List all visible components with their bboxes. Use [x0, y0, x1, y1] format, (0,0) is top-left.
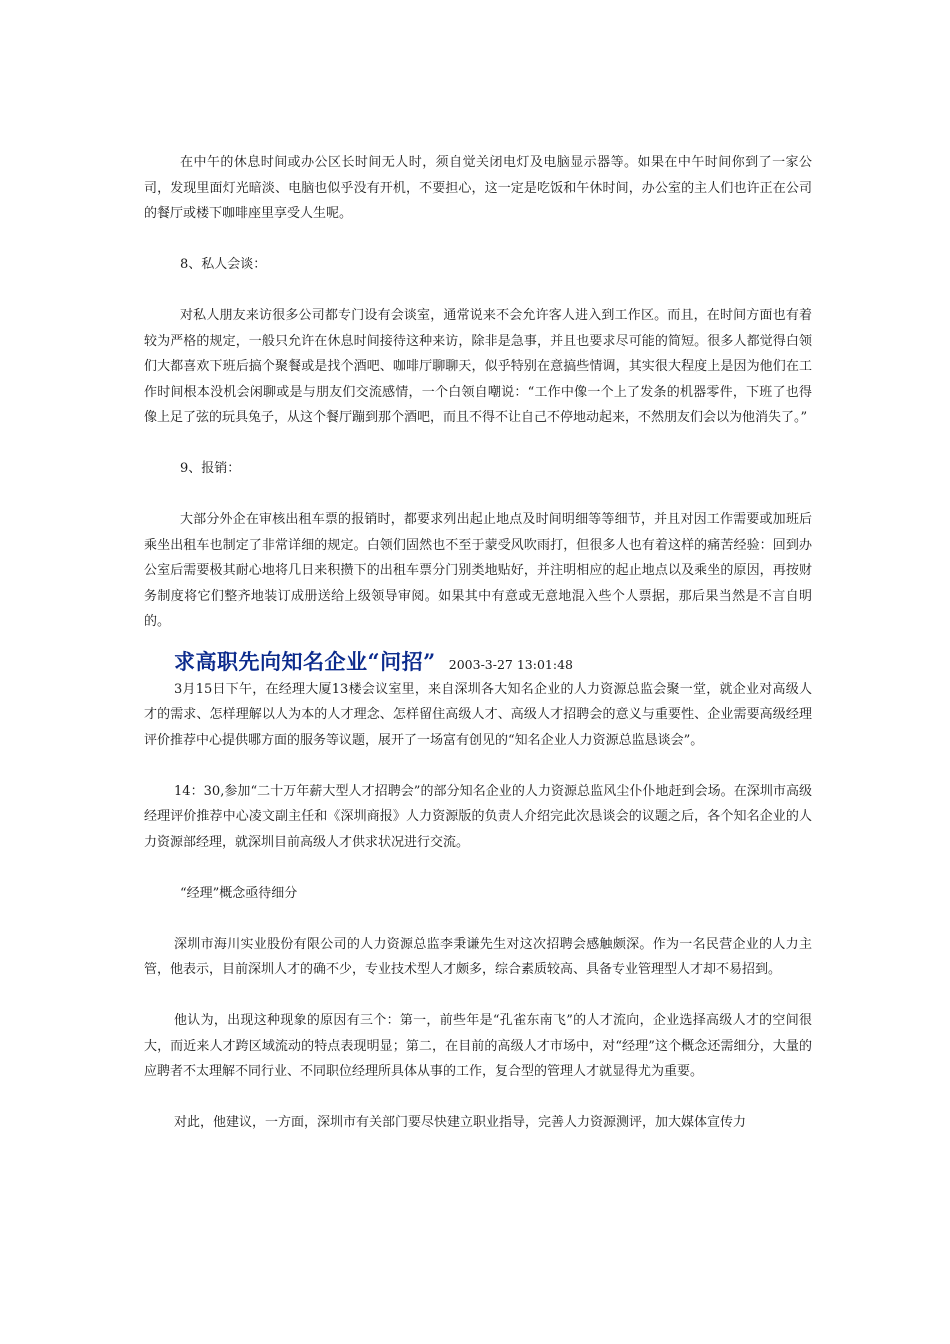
document-page: [144, 150, 812, 1136]
paragraph-private-talks: 对私人朋友来访很多公司都专门设有会谈室，通常说来不会允许客人进入到工作区。而且，在时间方面也有着较为严格的规定，一般只允许在休息时间接待这种来访，除非是急事，并且也要求尽可能的简短。很多人都觉得白领们大都喜欢下班后搞个聚餐或是找个酒吧、咖啡厅聊聊天，似乎特别在意搞些情调，其实很大程度上是因为他们在工作时间根本没机会闲聊或是与朋友们交流感情，一个白领自嘲说：“工作中像一个上了发条的机器零件，下班了也得像上足了弦的玩具兔子，从这个餐厅蹦到那个酒吧，而且不得不让自己不停地动起来，不然朋友们会以为他消失了。”: [144, 308, 812, 425]
paragraph-power-saving: 在中午的休息时间或办公区长时间无人时，须自觉关闭电灯及电脑显示器等。如果在中午时间你到了一家公司，发现里面灯光暗淡、电脑也似乎没有开机，不要担心，这一定是吃饭和午休时间，办公室的主人们也许正在公司的餐厅或楼下咖啡座里享受人生呢。: [144, 155, 812, 221]
article-paragraph-1: 3月15日下午，在经理大厦13楼会议室里，来自深圳各大知名企业的人力资源总监会聚一堂，就企业对高级人才的需求、怎样理解以人为本的人才理念、怎样留住高级人才、高级人才招聘会的意义与重要性、企业需要高级经理评价推荐中心提供哪方面的服务等议题，展开了一场富有创见的“知名企业人力资源总监恳谈会”。: [144, 681, 812, 748]
section-heading-reimbursement: 9、报销：: [180, 461, 241, 476]
article-timestamp: 2003-3-27 13:01:48: [448, 656, 573, 672]
article-paragraph-2: 14：30,参加“二十万年薪大型人才招聘会”的部分知名企业的人力资源总监风尘仆仆地赶到会场。在深圳市高级经理评价推荐中心凌文副主任和《深圳商报》人力资源版的负责人介绍完此次恳谈会的议题之后，各个知名企业的人力资源部经理，就深圳目前高级人才供求状况进行交流。: [144, 783, 812, 850]
article-paragraph-5: 对此，他建议，一方面，深圳市有关部门要尽快建立职业指导，完善人力资源测评，加大媒体宣传力: [174, 1115, 747, 1130]
article-paragraph-3: 深圳市海川实业股份有限公司的人力资源总监李秉谦先生对这次招聘会感触颇深。作为一名民营企业的人力主管，他表示，目前深圳人才的确不少，专业技术型人才颇多，综合素质较高、具备专业管理型人才却不易招到。: [144, 936, 812, 977]
article-title: 求高职先向知名企业“问招”: [174, 648, 436, 674]
section-heading-private-talks: 8、私人会谈：: [180, 257, 267, 272]
article-subheading: “经理”概念亟待细分: [180, 885, 298, 901]
article-title-row: [144, 647, 812, 677]
article-paragraph-4: 他认为，出现这种现象的原因有三个：第一，前些年是“孔雀东南飞”的人才流向，企业选择高级人才的空间很大，而近来人才跨区域流动的特点表现明显；第二，在目前的高级人才市场中，对“经理”这个概念还需细分，大量的应聘者不太理解不同行业、不同职位经理所具体从事的工作，复合型的管理人才就显得尤为重要。: [144, 1013, 812, 1079]
paragraph-reimbursement: 大部分外企在审核出租车票的报销时，都要求列出起止地点及时间明细等等细节，并且对因工作需要或加班后乘坐出租车也制定了非常详细的规定。白领们固然也不至于蒙受风吹雨打，但很多人也有着这样的痛苦经验：回到办公室后需要极其耐心地将几日来积攒下的出租车票分门别类地贴好，并注明相应的起止地点以及乘坐的原因，再按财务制度将它们整齐地装订成册送给上级领导审阅。如果其中有意或无意地混入些个人票据，那后果当然是不言自明的。: [144, 512, 812, 629]
